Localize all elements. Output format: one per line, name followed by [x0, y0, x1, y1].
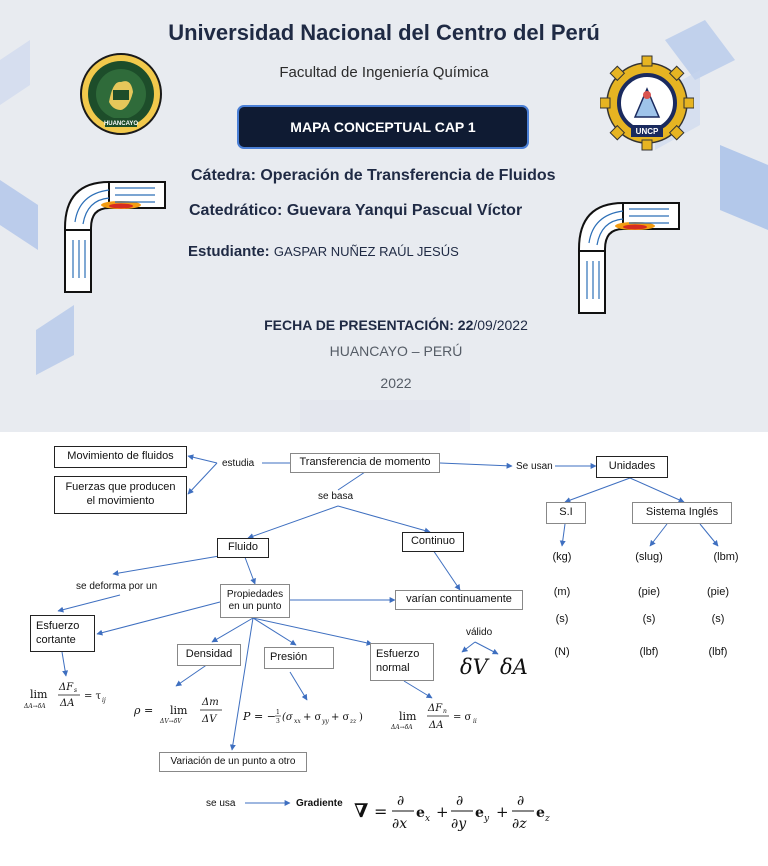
node-presion: Presión — [264, 647, 334, 669]
node-propiedades — [220, 584, 290, 618]
title-banner: MAPA CONCEPTUAL CAP 1 — [237, 105, 529, 149]
estudiante-label: Estudiante: — [188, 243, 270, 260]
svg-text:= −: = − — [254, 710, 276, 723]
svg-text:ΔA: ΔA — [429, 720, 444, 731]
link-se-usan: Se usan — [516, 461, 553, 472]
svg-text:∇: ∇ — [354, 800, 369, 822]
link-se-usa: se usa — [206, 798, 236, 809]
svg-text:zz: zz — [350, 718, 357, 725]
unit-slug-1: (slug) — [635, 551, 663, 563]
node-movimiento-fluidos: Movimiento de fluidos — [54, 446, 187, 468]
svg-text:∂: ∂ — [456, 793, 464, 809]
formula-shear-stress — [22, 676, 122, 716]
gear-logo-text: UNCP — [635, 127, 659, 136]
svg-text:+: + — [436, 803, 449, 821]
node-esfuerzo-cortante — [30, 615, 95, 652]
catedra-label: Cátedra: — [191, 167, 256, 184]
svg-text:+ σ: + σ — [331, 712, 350, 723]
svg-text:ΔV: ΔV — [202, 714, 217, 725]
svg-text:+: + — [496, 803, 509, 821]
svg-text:ij: ij — [102, 697, 106, 704]
node-densidad: Densidad — [177, 644, 241, 666]
fecha-label: FECHA DE PRESENTACIÓN: — [264, 317, 454, 333]
node-fuerzas — [54, 476, 187, 514]
link-gradiente: Gradiente — [296, 798, 343, 809]
svg-text:=: = — [144, 704, 154, 717]
svg-text:∂: ∂ — [397, 793, 405, 809]
node-esfuerzo-cortante-line2: cortante — [36, 633, 76, 646]
faculty-gear-logo — [600, 55, 694, 151]
node-sistema-ingles: Sistema Inglés — [632, 502, 732, 524]
unit-lbm-2: (pie) — [706, 586, 729, 598]
unit-si-1: (kg) — [552, 551, 572, 563]
fecha-rest: /09/2022 — [473, 317, 528, 333]
svg-text:ii: ii — [473, 718, 477, 725]
svg-text:ρ: ρ — [134, 704, 141, 717]
svg-text:lim: lim — [30, 688, 48, 701]
pipe-elbow-illustration-right — [577, 199, 681, 315]
unit-slug-3: (s) — [642, 613, 656, 625]
svg-text:y: y — [484, 814, 490, 824]
year: 2022 — [380, 375, 412, 391]
svg-text:ΔF: ΔF — [59, 682, 74, 693]
node-esfuerzo-normal-line1: Esfuerzo — [376, 648, 420, 661]
formula-delta-v: δV — [460, 655, 488, 679]
node-fluido: Fluido — [217, 538, 269, 558]
catedra-line — [191, 167, 556, 185]
svg-text:e: e — [475, 805, 484, 821]
svg-text:ΔF: ΔF — [428, 703, 443, 714]
svg-text:e: e — [416, 805, 425, 821]
concept-map — [0, 432, 768, 866]
svg-text:yy: yy — [322, 718, 329, 725]
svg-text:P: P — [243, 710, 251, 723]
formula-pressure — [242, 702, 392, 732]
svg-text:ΔV→δV: ΔV→δV — [160, 718, 182, 725]
svg-text:∂y: ∂y — [451, 816, 467, 832]
svg-text:): ) — [359, 712, 363, 723]
svg-text:∂x: ∂x — [392, 816, 408, 832]
presentation-date — [0, 317, 768, 333]
node-esfuerzo-normal-line2: normal — [376, 662, 410, 674]
svg-text:ΔA→δA: ΔA→δA — [24, 703, 46, 710]
node-si: S.I — [546, 502, 586, 524]
unit-lbm-4: (lbf) — [708, 646, 728, 658]
svg-text:+ σ: + σ — [303, 712, 322, 723]
svg-text:e: e — [536, 805, 545, 821]
pipe-elbow-illustration-left — [63, 178, 167, 294]
node-transferencia-momento: Transferencia de momento — [290, 453, 440, 473]
link-valido: válido — [466, 627, 493, 638]
svg-text:1: 1 — [276, 709, 280, 716]
formula-delta-a: δA — [500, 655, 528, 679]
estudiante-line — [188, 243, 459, 260]
svg-text:n: n — [443, 708, 447, 715]
formula-gradient — [352, 787, 562, 837]
link-se-deforma: se deforma por un — [76, 581, 158, 592]
node-unidades: Unidades — [596, 456, 668, 478]
node-propiedades-line1: Propiedades — [226, 588, 284, 600]
node-esfuerzo-normal — [370, 643, 434, 681]
link-estudia: estudia — [222, 458, 255, 469]
svg-text:3: 3 — [276, 718, 280, 725]
node-variacion: Variación de un punto a otro — [159, 752, 307, 772]
formula-normal-stress — [389, 696, 489, 736]
catedratico-value: Guevara Yanqui Pascual Víctor — [286, 202, 523, 219]
svg-text:z: z — [545, 814, 550, 824]
node-fuerzas-line2: el movimiento — [86, 495, 155, 507]
cover-slide — [0, 0, 768, 432]
svg-text:=: = — [374, 802, 388, 821]
node-continuo: Continuo — [402, 532, 464, 552]
node-varian-continuamente: varían continuamente — [395, 590, 523, 610]
unit-lbm-1: (lbm) — [713, 551, 739, 563]
svg-text:∂z: ∂z — [512, 816, 527, 832]
svg-text:(σ: (σ — [282, 712, 293, 723]
unit-slug-4: (lbf) — [639, 646, 659, 658]
svg-text:ΔA→δA: ΔA→δA — [391, 724, 413, 731]
university-title: Universidad Nacional del Centro del Perú — [168, 20, 600, 45]
unit-slug-2: (pie) — [637, 586, 660, 598]
node-propiedades-line2: en un punto — [228, 601, 282, 612]
svg-text:lim: lim — [170, 704, 188, 717]
faculty-name: Facultad de Ingeniería Química — [279, 64, 489, 81]
link-se-basa: se basa — [318, 491, 354, 502]
unit-lbm-3: (s) — [711, 613, 725, 625]
estudiante-value: GASPAR NUÑEZ RAÚL JESÚS — [273, 244, 459, 259]
unit-si-2: (m) — [553, 586, 571, 598]
svg-text:lim: lim — [399, 710, 417, 723]
catedra-value: Operación de Transferencia de Fluidos — [260, 167, 556, 184]
university-seal-logo — [79, 52, 163, 136]
svg-text:= σ: = σ — [453, 712, 472, 723]
node-esfuerzo-cortante-line1: Esfuerzo — [36, 619, 80, 632]
svg-text:Δm: Δm — [202, 697, 219, 708]
unit-si-3: (s) — [555, 613, 569, 625]
svg-text:xx: xx — [294, 718, 301, 725]
catedratico-label: Catedrático: — [189, 202, 283, 219]
catedratico-line — [189, 202, 522, 220]
svg-text:ΔA: ΔA — [60, 698, 75, 709]
svg-text:∂: ∂ — [517, 793, 525, 809]
node-fuerzas-line1: Fuerzas que producen — [65, 481, 176, 494]
svg-text:s: s — [74, 687, 78, 694]
unit-si-4: (N) — [554, 646, 570, 658]
formula-density — [132, 690, 242, 730]
seal-city-text: HUANCAYO — [103, 121, 139, 127]
svg-text:= τ: = τ — [84, 691, 102, 702]
fecha-day: 22 — [457, 317, 474, 333]
svg-text:x: x — [425, 814, 431, 824]
city-name: HUANCAYO – PERÚ — [329, 343, 463, 359]
